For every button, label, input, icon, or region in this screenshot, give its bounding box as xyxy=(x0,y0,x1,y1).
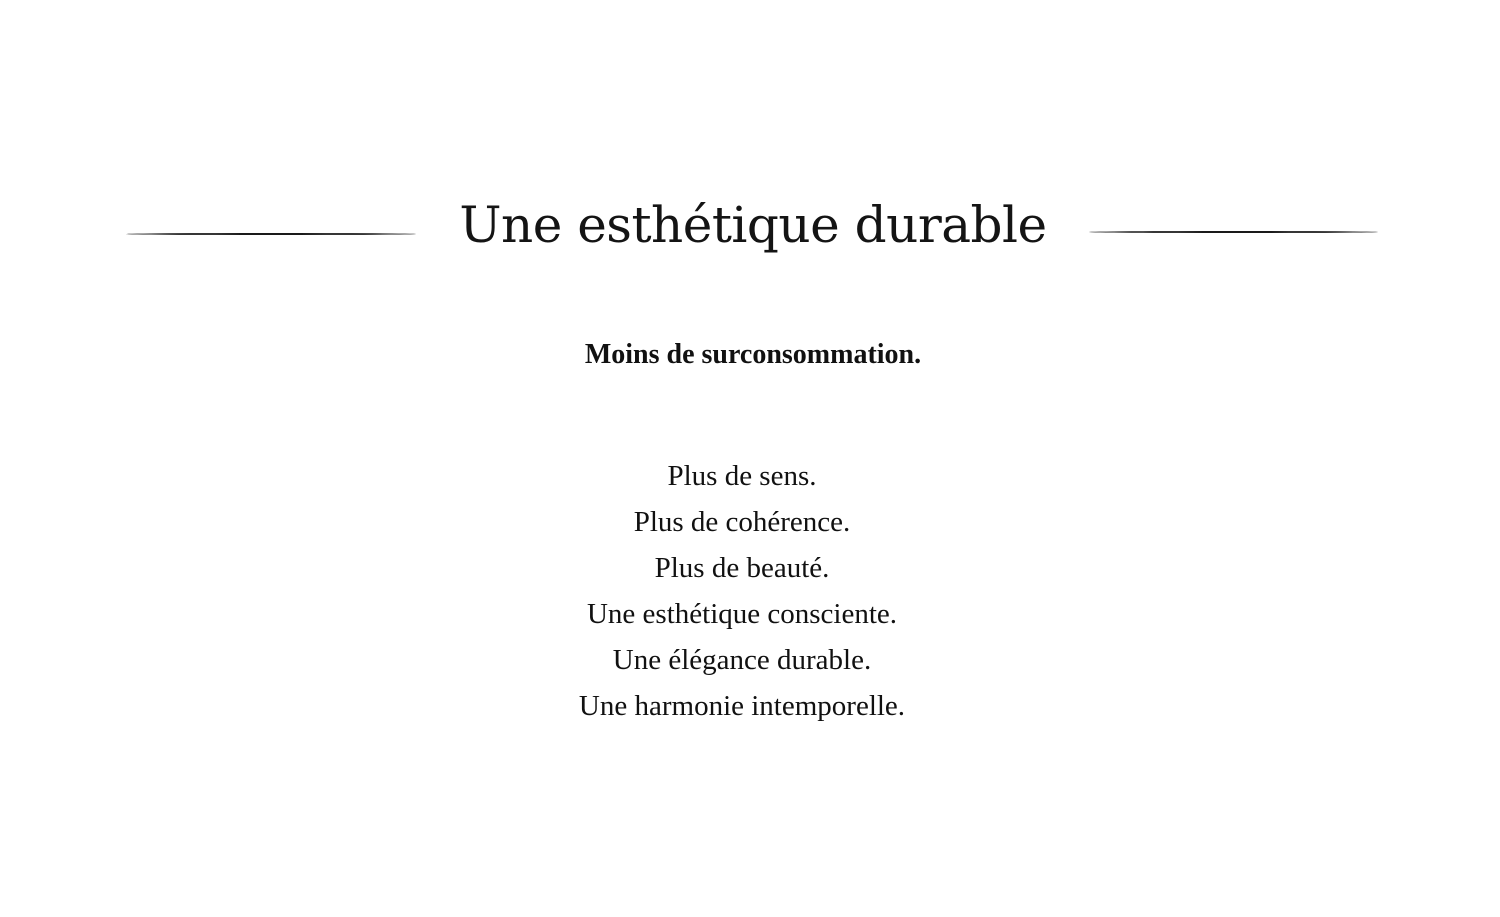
section-heading xyxy=(0,190,1500,260)
right-divider-line xyxy=(1089,231,1378,233)
statement-line: Plus de sens. xyxy=(667,460,817,492)
section-title: Une esthétique durable xyxy=(459,196,1047,254)
statement-line: Plus de beauté. xyxy=(654,552,830,584)
statement-line: Une harmonie intemporelle. xyxy=(578,690,906,722)
statement-line: Une esthétique consciente. xyxy=(586,598,898,630)
statement-list xyxy=(0,453,1484,729)
statement-line: Une élégance durable. xyxy=(612,644,872,676)
section-subtitle: Moins de surconsommation. xyxy=(584,339,922,370)
statement-line: Plus de cohérence. xyxy=(633,506,851,538)
